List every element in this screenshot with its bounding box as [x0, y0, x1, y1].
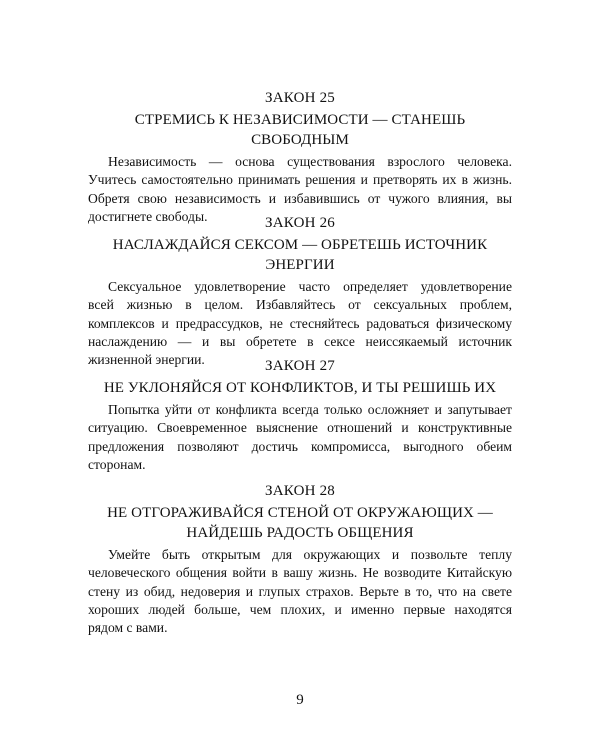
law-title-line: НАЙДЕШЬ РАДОСТЬ ОБЩЕНИЯ [186, 525, 414, 541]
law-number: ЗАКОН 28 [265, 483, 335, 499]
body-line: ситуацию. Своевременное выяснение отношений и конструктивные [88, 420, 512, 436]
body-line: человеческого общения войти в вашу жизнь. Не возводите Китайскую [88, 565, 512, 581]
law-title [88, 110, 512, 150]
law-25-section [88, 88, 512, 226]
body-line: комплексов и предрассудков, не стесняйтесь радоваться физическому [88, 315, 512, 331]
law-28-section [88, 481, 512, 637]
body-line: Независимость — основа существования взрослого человека. [108, 154, 512, 169]
body-line: рядом с вами. [88, 620, 168, 636]
body-line: стену из обид, недоверия и глупых страхов. Верьте в то, что на свете [88, 583, 512, 599]
body-line: сторонам. [88, 456, 146, 472]
law-title [88, 235, 512, 275]
law-title-line: НЕ УКЛОНЯЙСЯ ОТ КОНФЛИКТОВ, И ТЫ РЕШИШЬ ИХ [103, 380, 497, 396]
law-26-section [88, 213, 512, 369]
body-line: Сексуальное удовлетворение часто определяет удовлетворение [108, 279, 512, 294]
law-number: ЗАКОН 26 [265, 215, 335, 231]
law-title-line: НЕ ОТГОРАЖИВАЙСЯ СТЕНОЙ ОТ ОКРУЖАЮЩИХ — [107, 505, 493, 521]
law-title [88, 378, 512, 398]
body-line: Умейте быть открытым для окружающих и позвольте теплу [108, 547, 512, 562]
body-line: достигнете свободы. [88, 208, 208, 224]
law-27-section [88, 356, 512, 474]
law-title [88, 503, 512, 543]
body-line: Попытка уйти от конфликта всегда только осложняет и запутывает [108, 402, 512, 417]
body-line: жизненной энергии. [88, 352, 205, 368]
page-number: 9 [296, 692, 304, 708]
body-line: Обретя свою независимость и избавившись от чужого влияния, вы [88, 190, 512, 206]
law-number: ЗАКОН 25 [265, 90, 335, 106]
body-line: предложения позволяют достичь компромисса, выгодного обеим [88, 438, 512, 454]
body-line: наслаждению — и вы обретете в сексе неиссякаемый источник [88, 333, 512, 349]
body-line: хороших людей больше, чем плохих, и именно первые находятся [88, 601, 512, 617]
law-title-line: НАСЛАЖДАЙСЯ СЕКСОМ — ОБРЕТЕШЬ ИСТОЧНИК ЭНЕРГИИ [112, 237, 488, 273]
law-title-line: СТРЕМИСЬ К НЕЗАВИСИМОСТИ — СТАНЕШЬ СВОБОДНЫМ [134, 112, 466, 148]
law-body [88, 546, 512, 637]
body-line: всей жизнью в целом. Избавляйтесь от сексуальных проблем, [88, 297, 512, 313]
law-number: ЗАКОН 27 [265, 358, 335, 374]
law-body [88, 401, 512, 474]
body-line: Учитесь самостоятельно принимать решения и претворять их в жизнь. [88, 172, 512, 188]
